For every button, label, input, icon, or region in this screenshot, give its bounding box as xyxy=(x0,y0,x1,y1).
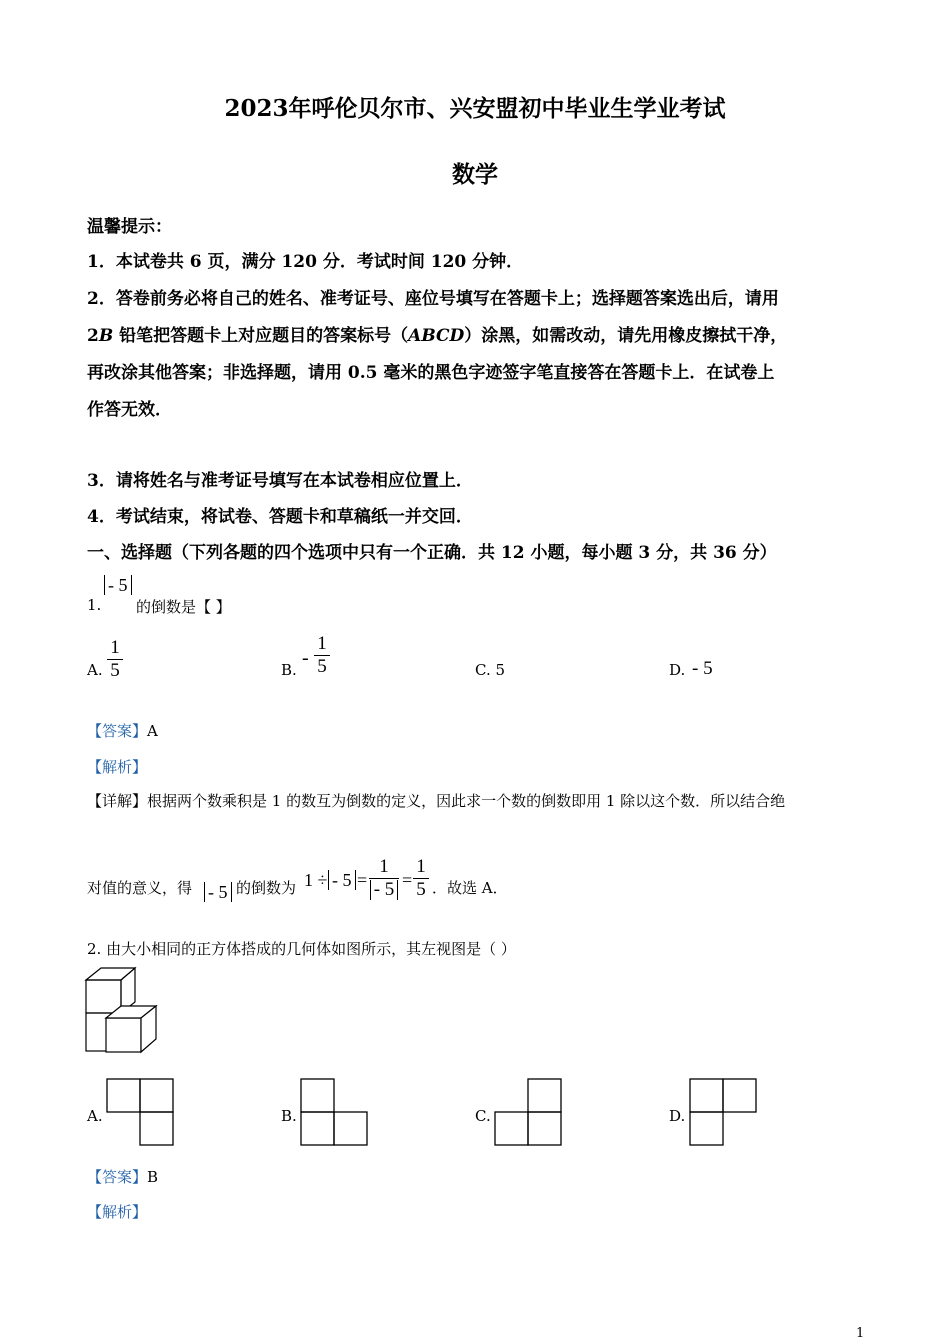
eq-equals-2: = xyxy=(402,870,413,890)
q1-abs-expression xyxy=(104,575,132,596)
cube-front-face xyxy=(106,1018,141,1052)
abs-value: - 5 xyxy=(204,882,232,902)
q1-option-b-fraction xyxy=(314,634,330,677)
q1-option-a-label: A. xyxy=(87,661,103,679)
q2-option-d-label: D. xyxy=(669,1107,686,1125)
abs-value: - 5 xyxy=(370,880,399,900)
q1-abs-value: - 5 xyxy=(104,575,132,595)
section-1-heading: 一、选择题（下列各题的四个选项中只有一个正确．共 12 小题，每小题 3 分，共 36 分） xyxy=(87,543,777,563)
notice-item-2-line-1: 2．答卷前务必将自己的姓名、准考证号、座位号填写在答题卡上；选择题答案选出后，请用 xyxy=(87,289,779,309)
eq-equals-1: = xyxy=(357,870,368,890)
q1-detail-line-2-start: 对值的意义，得 xyxy=(87,879,193,897)
q2-option-b-label: B. xyxy=(281,1107,297,1125)
text-b-italic: B xyxy=(98,326,114,346)
notice-item-4: 4．考试结束，将试卷、答题卡和草稿纸一并交回． xyxy=(87,507,473,527)
q1-detail-line-1 xyxy=(87,790,785,811)
q2-option-a-label: A. xyxy=(87,1107,103,1125)
q2-option-a-figure xyxy=(106,1078,176,1148)
eq-fraction-1 xyxy=(369,857,399,900)
q1-option-d-value: - 5 xyxy=(692,658,713,679)
q2-answer-line xyxy=(87,1166,158,1187)
q1-detail-abs xyxy=(204,882,232,903)
q2-option-d-figure xyxy=(689,1078,759,1148)
eq-one-divide: 1 ÷ xyxy=(304,870,328,890)
q2-option-b-figure xyxy=(300,1078,370,1148)
q1-answer-line xyxy=(87,720,158,741)
detail-text: 根据两个数乘积是 1 的数互为倒数的定义，因此求一个数的倒数即用 1 除以这个数．所以结合绝 xyxy=(147,792,786,810)
exam-title: 2023年呼伦贝尔市、兴安盟初中毕业生学业考试 xyxy=(224,95,726,122)
answer-value: B xyxy=(147,1168,159,1186)
fraction-numerator: 1 xyxy=(379,856,389,877)
q2-cube-figure xyxy=(84,966,170,1056)
fraction-denominator: 5 xyxy=(416,879,426,900)
q1-option-a-fraction xyxy=(107,638,123,681)
q2-analysis-tag: 【解析】 xyxy=(87,1203,148,1221)
q1-option-b-sign: - xyxy=(302,647,309,669)
cube-top-front-face xyxy=(86,980,121,1013)
text-fill: ）涂黑，如需改动，请先用橡皮擦拭干净， xyxy=(464,326,788,346)
detail-tag: 【详解】 xyxy=(87,792,148,810)
subject-title: 数学 xyxy=(452,161,498,188)
abs-value: - 5 xyxy=(328,870,356,890)
fraction-denominator: 5 xyxy=(317,656,327,677)
q1-option-d-label: D. xyxy=(669,661,686,679)
text-pencil: 铅笔把答题卡上对应题目的答案标号（ xyxy=(113,326,409,346)
page-number: 1 xyxy=(856,1326,865,1341)
q1-option-c: C. 5 xyxy=(475,661,506,679)
notice-heading: 温馨提示： xyxy=(87,217,172,237)
q2-stem: 2. 由大小相同的正方体搭成的几何体如图所示，其左视图是（ ） xyxy=(87,940,516,958)
notice-item-2-line-3: 再改涂其他答案；非选择题，请用 0.5 毫米的黑色字迹签字笔直接答在答题卡上．在试卷上 xyxy=(87,363,775,383)
fraction-numerator: 1 xyxy=(317,633,327,654)
notice-item-2-line-2 xyxy=(87,321,787,346)
q1-analysis-tag: 【解析】 xyxy=(87,758,148,776)
eq-fraction-2 xyxy=(413,857,429,900)
q1-option-b-label: B. xyxy=(281,661,297,679)
notice-item-3: 3．请将姓名与准考证号填写在本试卷相应位置上． xyxy=(87,471,473,491)
answer-tag: 【答案】 xyxy=(87,1168,148,1186)
q1-detail-line-2-mid: 的倒数为 xyxy=(236,879,297,897)
notice-item-2-line-4: 作答无效． xyxy=(87,400,172,420)
answer-value: A xyxy=(147,722,158,740)
answer-tag: 【答案】 xyxy=(87,722,148,740)
text-2: 2 xyxy=(87,326,99,346)
fraction-denominator xyxy=(369,880,399,900)
q1-detail-line-2-end: ．故选 A． xyxy=(432,879,508,897)
q1-number: 1. xyxy=(87,596,102,614)
fraction-denominator: 5 xyxy=(110,660,120,681)
q2-option-c-figure xyxy=(494,1078,564,1148)
fraction-numerator: 1 xyxy=(416,856,426,877)
eq-abs xyxy=(328,870,356,891)
q2-option-c-label: C. xyxy=(475,1107,491,1125)
text-abcd-italic: ABCD xyxy=(408,326,465,346)
fraction-numerator: 1 xyxy=(110,637,120,658)
q1-stem: 的倒数是【 】 xyxy=(136,598,231,616)
notice-item-1: 1．本试卷共 6 页，满分 120 分．考试时间 120 分钟． xyxy=(87,252,524,272)
